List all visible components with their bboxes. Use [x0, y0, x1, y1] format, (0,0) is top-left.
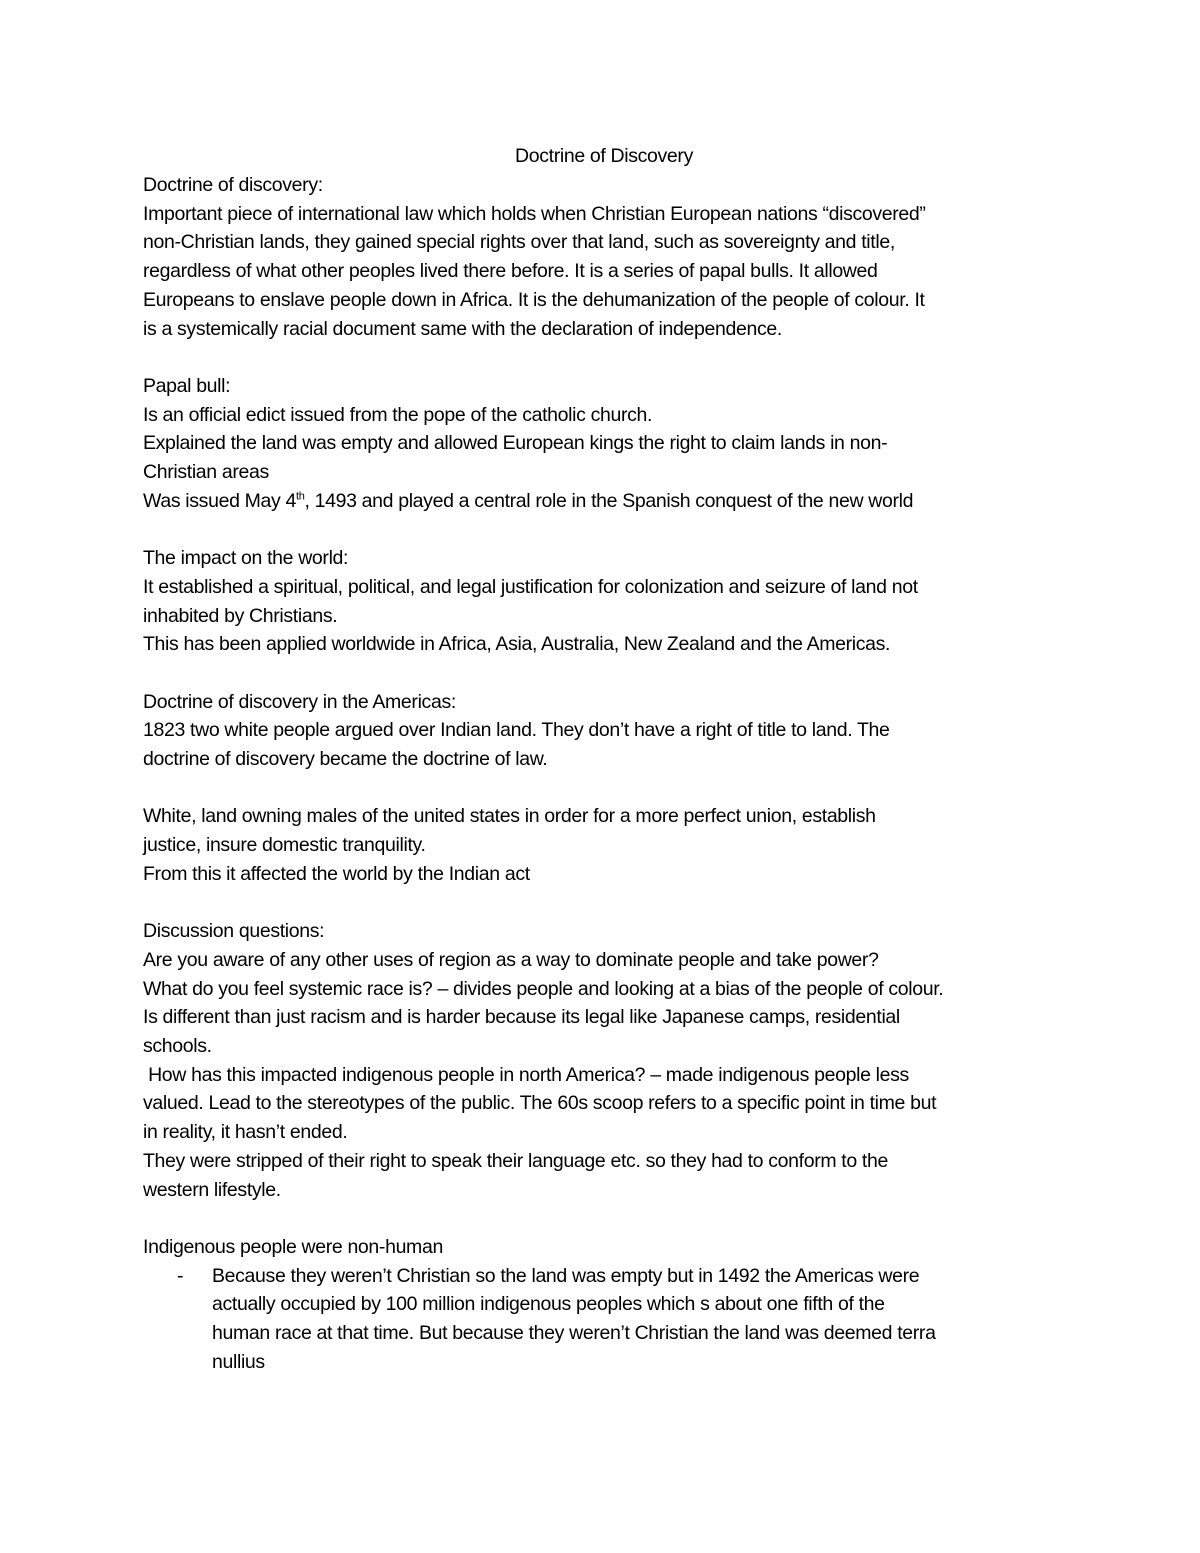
paragraph-line: Is an official edict issued from the pope of the catholic church.	[143, 403, 653, 426]
bullet-line: Because they weren’t Christian so the land was empty but in 1492 the Americas were	[212, 1264, 920, 1287]
paragraph-line: Christian areas	[143, 461, 269, 484]
paragraph-line-issued	[143, 487, 1073, 516]
paragraph-line: valued. Lead to the stereotypes of the public. The 60s scoop refers to a specific point in time but	[143, 1092, 937, 1115]
paragraph-line: Is different than just racism and is harder because its legal like Japanese camps, residential	[143, 1006, 900, 1029]
spacer	[143, 515, 1073, 544]
paragraph-line: inhabited by Christians.	[143, 604, 338, 627]
paragraph-line: They were stripped of their right to speak their language etc. so they had to conform to the	[143, 1149, 888, 1172]
spacer	[143, 343, 1073, 372]
bullet-text	[212, 1262, 1073, 1377]
bullet-line: actually occupied by 100 million indigenous peoples which s about one fifth of the	[212, 1293, 885, 1316]
section-heading-papal-bull: Papal bull:	[143, 374, 231, 397]
paragraph-line: 1823 two white people argued over Indian land. They don’t have a right of title to land. The	[143, 719, 890, 742]
spacer	[143, 1204, 1073, 1233]
paragraph-line: Explained the land was empty and allowed European kings the right to claim lands in non-	[143, 432, 888, 455]
paragraph-line: Europeans to enslave people down in Africa. It is the dehumanization of the people of colour. It	[143, 288, 925, 311]
paragraph-line: This has been applied worldwide in Africa, Asia, Australia, New Zealand and the Americas.	[143, 633, 891, 656]
bullet-marker: -	[177, 1264, 184, 1287]
document-body	[143, 142, 1073, 1376]
paragraph-line: How has this impacted indigenous people in north America? – made indigenous people less	[143, 1063, 909, 1086]
bullet-line: nullius	[212, 1350, 265, 1373]
section-heading-americas: Doctrine of discovery in the Americas:	[143, 690, 456, 713]
ordinal-suffix: th	[295, 490, 305, 503]
paragraph-line: Are you aware of any other uses of region as a way to dominate people and take power?	[143, 948, 879, 971]
paragraph-line: is a systemically racial document same with the declaration of independence.	[143, 317, 782, 340]
paragraph-line: White, land owning males of the united states in order for a more perfect union, establish	[143, 805, 876, 828]
section-heading-impact: The impact on the world:	[143, 547, 349, 570]
paragraph-line: regardless of what other peoples lived there before. It is a series of papal bulls. It allowed	[143, 260, 878, 283]
spacer	[143, 774, 1073, 803]
paragraph-line: schools.	[143, 1035, 212, 1058]
paragraph-line: western lifestyle.	[143, 1178, 281, 1201]
section-heading-non-human: Indigenous people were non-human	[143, 1235, 443, 1258]
section-heading-doctrine: Doctrine of discovery:	[143, 174, 323, 196]
section-heading-discussion: Discussion questions:	[143, 920, 325, 943]
paragraph-line: It established a spiritual, political, and legal justification for colonization and seizure of land not	[143, 575, 918, 598]
spacer	[143, 889, 1073, 918]
issued-suffix: , 1493 and played a central role in the Spanish conquest of the new world	[304, 489, 914, 512]
paragraph-line: non-Christian lands, they gained special rights over that land, such as sovereignty and title,	[143, 231, 895, 254]
paragraph-line: justice, insure domestic tranquility.	[143, 834, 426, 857]
paragraph-line: From this it affected the world by the Indian act	[143, 862, 530, 885]
list-item	[143, 1262, 1073, 1377]
spacer	[143, 659, 1073, 688]
paragraph-line: in reality, it hasn’t ended.	[143, 1121, 348, 1144]
paragraph-line: doctrine of discovery became the doctrine of law.	[143, 748, 548, 771]
paragraph-line: Important piece of international law which holds when Christian European nations “discovered”	[143, 202, 926, 225]
paragraph-line: What do you feel systemic race is? – divides people and looking at a bias of the people of colour.	[143, 977, 944, 1000]
issued-prefix: Was issued May 4	[143, 489, 296, 512]
document-title: Doctrine of Discovery	[515, 145, 693, 167]
bullet-line: human race at that time. But because they weren’t Christian the land was deemed terra	[212, 1322, 936, 1345]
